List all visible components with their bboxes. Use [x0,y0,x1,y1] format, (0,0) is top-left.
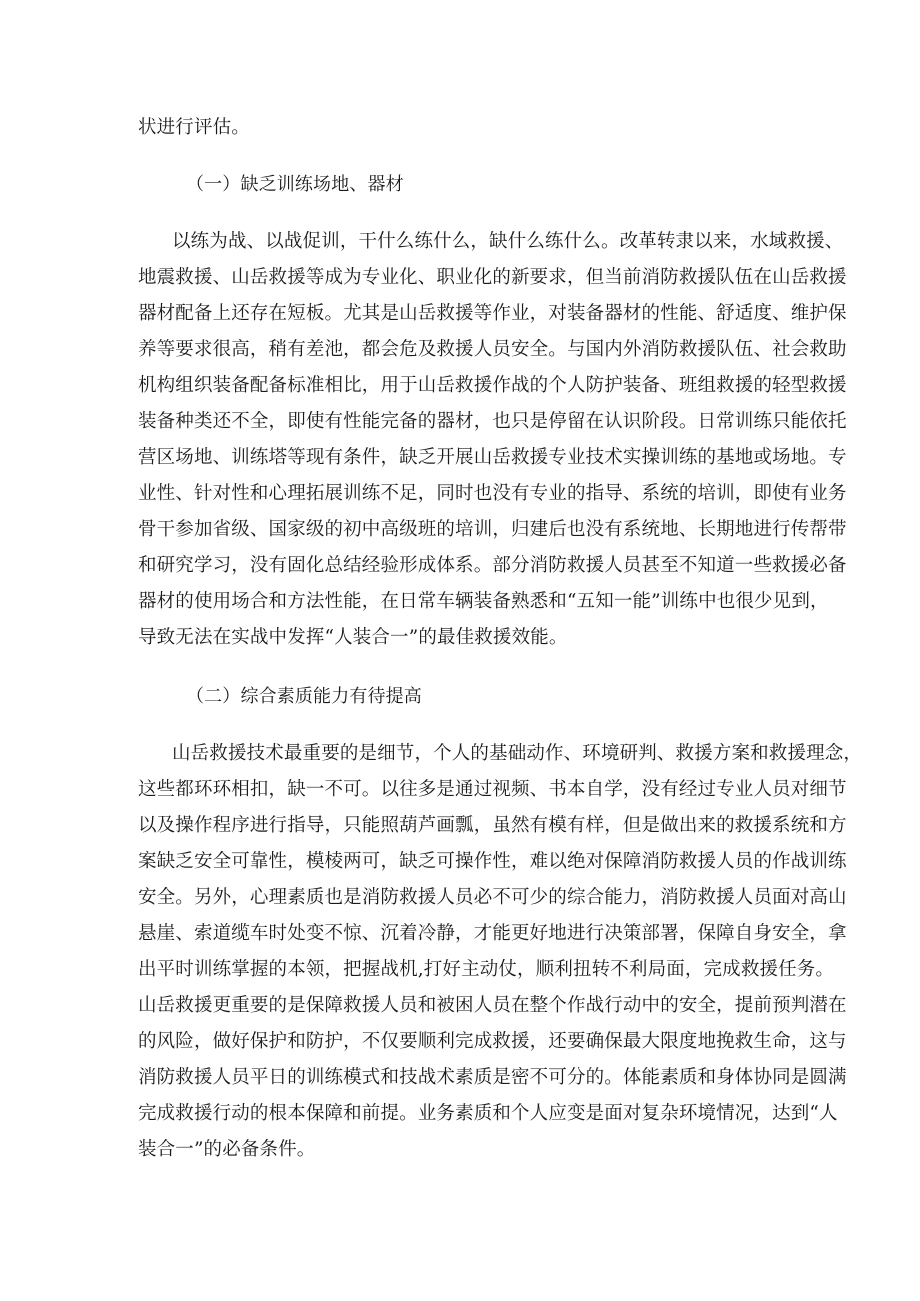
section2-line: 悬崖、索道缆车时处变不惊、沉着冷静，才能更好地进行决策部署，保障自身安全，拿 [138,923,847,944]
section1-line: 营区场地、训练塔等现有条件，缺乏开展山岳救援专业技术实操训练的基地或场地。专 [138,447,847,468]
section2-line: 山岳救援更重要的是保障救援人员和被困人员在整个作战行动中的安全，提前预判潜在 [138,995,847,1016]
section1-line: 业性、针对性和心理拓展训练不足，同时也没有专业的指导、系统的培训，即使有业务 [138,483,847,504]
intro-tail-text: 状进行评估。 [138,117,250,138]
section2-line: 以及操作程序进行指导，只能照葫芦画瓢，虽然有模有样，但是做出来的救援系统和方 [138,815,847,836]
section2-line: 消防救援人员平日的训练模式和技战术素质是密不可分的。体能素质和身体协同是圆满 [138,1067,847,1088]
section1-line: 器材配备上还存在短板。尤其是山岳救援等作业，对装备器材的性能、舒适度、维护保 [138,303,847,324]
section1-line: 机构组织装备配备标准相比，用于山岳救援作战的个人防护装备、班组救援的轻型救援 [138,375,847,396]
section1-line: 导致无法在实战中发挥“人装合一”的最佳救援效能。 [138,627,568,648]
section1-line: 骨干参加省级、国家级的初中高级班的培训，归建后也没有系统地、长期地进行传帮带 [138,519,847,540]
section1-heading: （一）缺乏训练场地、器材 [186,174,404,195]
section2-heading: （二）综合素质能力有待提高 [186,686,422,707]
section2-line: 安全。另外，心理素质也是消防救援人员必不可少的综合能力，消防救援人员面对高山 [138,887,847,908]
section1-line: 养等要求很高，稍有差池，都会危及救援人员安全。与国内外消防救援队伍、社会救助 [138,339,847,360]
section2-line: 这些都环环相扣，缺一不可。以往多是通过视频、书本自学，没有经过专业人员对细节 [138,779,847,800]
section2-line: 装合一”的必备条件。 [138,1139,316,1160]
section1-line: 和研究学习，没有固化总结经验形成体系。部分消防救援人员甚至不知道一些救援必备 [138,555,847,576]
section2-line: 完成救援行动的根本保障和前提。业务素质和个人应变是面对复杂环境情况，达到“人 [138,1103,838,1124]
section1-line: 地震救援、山岳救援等成为专业化、职业化的新要求，但当前消防救援队伍在山岳救援 [138,267,847,288]
section1-line: 以练为战、以战促训，干什么练什么，缺什么练什么。改革转隶以来，水域救援、 [172,231,844,252]
section1-line: 装备种类还不全，即使有性能完备的器材，也只是停留在认识阶段。日常训练只能依托 [138,411,847,432]
section2-line: 山岳救援技术最重要的是细节，个人的基础动作、环境研判、救援方案和救援理念， [172,743,863,764]
section2-line: 的风险，做好保护和防护，不仅要顺利完成救援，还要确保最大限度地挽救生命，这与 [138,1031,847,1052]
section2-line: 案缺乏安全可靠性，模棱两可，缺乏可操作性，难以绝对保障消防救援人员的作战训练 [138,851,847,872]
section2-line: 出平时训练掌握的本领，把握战机,打好主动仗，顺利扭转不利局面，完成救援任务。 [138,959,835,980]
section1-line: 器材的使用场合和方法性能，在日常车辆装备熟悉和“五知一能”训练中也很少见到， [138,591,829,612]
